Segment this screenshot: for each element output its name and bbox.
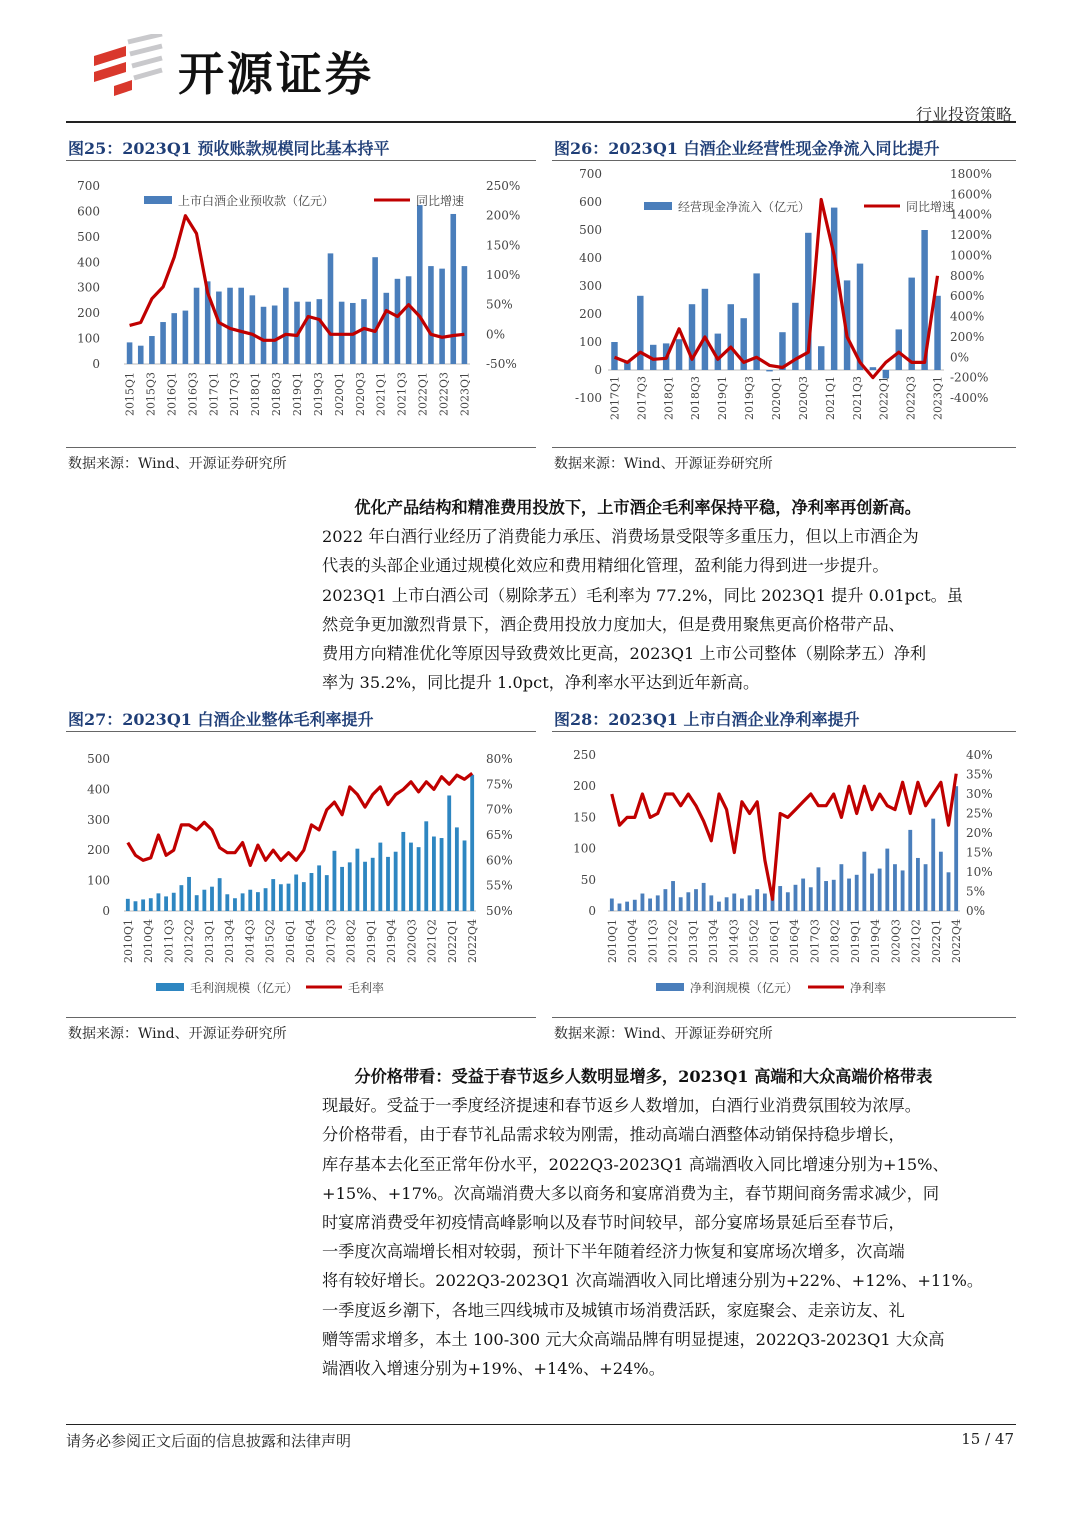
bar: [740, 899, 744, 911]
bar: [340, 867, 344, 911]
bar: [141, 899, 145, 911]
bar: [455, 827, 459, 911]
y-right-tick-label: 40%: [966, 748, 993, 762]
bar: [305, 302, 311, 364]
figure-27-title: 图27：2023Q1 白酒企业整体毛利率提升: [68, 710, 374, 729]
y-left-tick-label: 200: [573, 779, 596, 794]
bar: [317, 299, 323, 364]
x-tick-label: 2015Q1: [123, 372, 137, 417]
bar: [694, 889, 698, 911]
bar: [857, 264, 863, 370]
bar: [648, 899, 652, 911]
bar: [832, 880, 836, 911]
x-tick-label: 2019Q3: [311, 372, 325, 417]
legend-bar-label: 上市白酒企业预收款（亿元）: [178, 194, 335, 208]
footer-rule: [66, 1424, 1016, 1425]
x-tick-label: 2019Q1: [364, 919, 378, 964]
bar: [702, 289, 708, 370]
x-tick-label: 2016Q1: [767, 919, 781, 964]
y-right-tick-label: 30%: [966, 787, 993, 801]
x-tick-label: 2022Q3: [437, 372, 451, 417]
bar: [870, 874, 874, 911]
header-rule: [66, 121, 1016, 123]
x-tick-label: 2014Q3: [727, 919, 741, 964]
x-tick-label: 2012Q2: [666, 919, 680, 964]
legend-bar-swatch: [656, 983, 684, 991]
bar: [406, 276, 412, 364]
figure-28-chart: [552, 735, 1018, 1015]
y-left-tick-label: 0: [102, 904, 110, 918]
bar: [264, 888, 268, 911]
bar: [939, 852, 943, 911]
y-left-tick-label: 600: [77, 204, 100, 219]
bar: [325, 875, 329, 911]
x-tick-label: 2016Q4: [304, 919, 318, 964]
bar: [637, 296, 643, 370]
bar: [947, 872, 951, 911]
figure-28-source: 数据来源：Wind、开源证券研究所: [554, 1026, 773, 1042]
page-number: 15 / 47: [961, 1430, 1014, 1448]
y-right-tick-label: 75%: [486, 777, 513, 792]
bar: [428, 266, 434, 364]
logo-mark: [92, 34, 164, 96]
bar: [753, 273, 759, 370]
line-series: [128, 773, 472, 865]
bar: [847, 879, 851, 911]
x-tick-label: 2019Q3: [743, 376, 757, 421]
x-tick-label: 2013Q4: [223, 919, 237, 964]
x-tick-label: 2016Q4: [788, 919, 802, 964]
y-right-tick-label: 70%: [486, 802, 513, 817]
x-tick-label: 2023Q1: [458, 372, 472, 417]
bar: [717, 902, 721, 911]
y-right-tick-label: 80%: [486, 752, 513, 766]
legend-line-label: 毛利率: [348, 981, 385, 995]
x-tick-label: 2022Q4: [950, 919, 964, 964]
bar: [432, 837, 436, 911]
footer-disclaimer: 请务必参阅正文后面的信息披露和法律声明: [66, 1432, 352, 1450]
x-tick-label: 2021Q2: [909, 919, 923, 964]
bar: [728, 304, 734, 370]
y-right-tick-label: 20%: [966, 826, 993, 840]
bar: [126, 899, 130, 911]
x-tick-label: 2013Q1: [686, 919, 700, 964]
y-left-tick-label: 200: [87, 843, 110, 858]
y-right-tick-label: 55%: [486, 878, 513, 893]
line-series: [612, 774, 956, 900]
y-left-tick-label: 400: [579, 251, 602, 265]
bar: [164, 896, 168, 911]
bar: [611, 342, 617, 370]
y-right-tick-label: -400%: [950, 391, 989, 405]
x-tick-label: 2018Q1: [249, 372, 263, 417]
bar: [831, 208, 837, 370]
bar: [179, 885, 183, 911]
x-tick-label: 2021Q2: [425, 919, 439, 964]
x-tick-label: 2011Q3: [162, 919, 176, 964]
y-left-tick-label: -100: [575, 391, 602, 405]
bar: [210, 887, 214, 911]
bar: [855, 875, 859, 911]
bar: [702, 883, 706, 911]
x-tick-label: 2015Q2: [263, 919, 277, 964]
y-right-tick-label: 15%: [966, 845, 993, 860]
x-tick-label: 2018Q3: [689, 376, 703, 421]
legend-bar-label: 净利润规模（亿元）: [690, 981, 799, 995]
y-left-tick-label: 0: [594, 363, 602, 377]
bar: [633, 900, 637, 911]
x-tick-label: 2017Q3: [228, 372, 242, 417]
bar: [748, 895, 752, 911]
x-tick-label: 2016Q1: [283, 919, 297, 964]
x-tick-label: 2013Q4: [707, 919, 721, 964]
y-left-tick-label: 500: [579, 223, 602, 237]
x-tick-label: 2018Q2: [828, 919, 842, 964]
bar: [818, 346, 824, 370]
x-tick-label: 2017Q3: [808, 919, 822, 964]
y-left-tick-label: 100: [573, 841, 596, 856]
bar: [363, 862, 367, 911]
figure-27-source: 数据来源：Wind、开源证券研究所: [68, 1026, 287, 1042]
figure-26-source: 数据来源：Wind、开源证券研究所: [554, 456, 773, 472]
bar: [386, 857, 390, 911]
bar: [625, 902, 629, 911]
bar: [279, 884, 283, 911]
bar: [328, 253, 334, 364]
bar: [896, 329, 902, 370]
section-label: 行业投资策略: [915, 105, 1012, 124]
x-tick-label: 2019Q4: [869, 919, 883, 964]
x-tick-label: 2018Q2: [344, 919, 358, 964]
figure-26-chart: [552, 164, 1018, 446]
y-left-tick-label: 100: [87, 873, 110, 888]
y-left-tick-label: 50: [580, 872, 596, 887]
bar: [302, 882, 306, 911]
y-left-tick-label: 700: [77, 179, 100, 193]
bar: [686, 892, 690, 911]
y-right-tick-label: 35%: [966, 767, 993, 782]
y-left-tick-label: 0: [92, 357, 100, 371]
x-tick-label: 2017Q3: [324, 919, 338, 964]
bar: [870, 367, 876, 370]
y-right-tick-label: 25%: [966, 806, 993, 821]
bar: [417, 205, 423, 364]
bar: [138, 346, 144, 364]
x-tick-label: 2017Q1: [608, 376, 622, 421]
bar: [824, 881, 828, 911]
bar: [127, 342, 133, 364]
y-right-tick-label: 200%: [486, 208, 521, 223]
bar: [766, 370, 772, 371]
bar: [794, 885, 798, 911]
bar: [725, 897, 729, 911]
x-tick-label: 2015Q3: [144, 372, 158, 417]
bar: [378, 843, 382, 911]
x-tick-label: 2010Q4: [626, 919, 640, 964]
bar: [310, 873, 314, 911]
x-tick-label: 2015Q2: [747, 919, 761, 964]
bar: [225, 894, 229, 911]
bar: [160, 322, 166, 364]
x-tick-label: 2011Q3: [646, 919, 660, 964]
bar: [809, 887, 813, 911]
bar: [755, 889, 759, 911]
bar: [924, 864, 928, 911]
bar: [202, 890, 206, 911]
x-tick-label: 2021Q1: [823, 376, 837, 421]
legend-bar-label: 经营现金净流入（亿元）: [678, 200, 811, 214]
y-left-tick-label: 100: [579, 335, 602, 349]
y-right-tick-label: 65%: [486, 828, 513, 842]
figure-26-title: 图26：2023Q1 白酒企业经营性现金净流入同比提升: [554, 139, 940, 158]
bar: [916, 858, 920, 911]
bar: [885, 849, 889, 911]
bar: [272, 306, 278, 364]
bar: [195, 895, 199, 911]
y-right-tick-label: 50%: [486, 297, 513, 312]
bar: [394, 852, 398, 911]
x-tick-label: 2019Q1: [291, 372, 304, 417]
bar: [908, 278, 914, 370]
bar: [194, 288, 200, 364]
bar: [801, 879, 805, 911]
y-left-tick-label: 500: [87, 752, 110, 766]
bar: [241, 893, 245, 911]
y-left-tick-label: 100: [77, 331, 100, 346]
bar: [715, 334, 721, 370]
y-right-tick-label: 400%: [950, 309, 985, 324]
legend-line-label: 净利率: [850, 981, 887, 995]
y-right-tick-label: 60%: [486, 853, 513, 868]
legend-line-label: 同比增速: [416, 194, 465, 208]
bar: [171, 313, 177, 364]
bar: [439, 269, 445, 364]
x-tick-label: 2019Q1: [716, 376, 730, 421]
x-tick-label: 2020Q1: [332, 372, 346, 417]
x-tick-label: 2020Q3: [796, 376, 810, 421]
brand-name: 开源证券: [178, 47, 374, 101]
y-right-tick-label: 0%: [966, 904, 986, 918]
x-tick-label: 2023Q1: [931, 376, 945, 421]
x-tick-label: 2020Q1: [770, 376, 783, 421]
x-tick-label: 2016Q3: [186, 372, 200, 417]
bar: [786, 892, 790, 911]
bar: [283, 288, 289, 364]
bar: [172, 893, 176, 911]
x-tick-label: 2019Q1: [848, 919, 862, 964]
x-tick-label: 2020Q3: [405, 919, 419, 964]
bar: [134, 901, 138, 911]
bar: [238, 288, 244, 364]
bar: [732, 894, 736, 911]
bar: [395, 279, 401, 364]
bar: [183, 311, 189, 364]
y-right-tick-label: 1000%: [950, 248, 992, 263]
y-left-tick-label: 600: [579, 195, 602, 209]
y-right-tick-label: 200%: [950, 329, 985, 344]
y-right-tick-label: 150%: [486, 238, 521, 253]
y-right-tick-label: 0%: [486, 327, 506, 342]
bar: [440, 838, 444, 911]
x-tick-label: 2017Q3: [635, 376, 649, 421]
x-tick-label: 2010Q1: [605, 919, 619, 964]
x-tick-label: 2022Q1: [416, 372, 430, 417]
y-right-tick-label: 0%: [950, 350, 970, 365]
x-tick-label: 2016Q1: [165, 372, 179, 417]
bar: [641, 894, 645, 911]
y-left-tick-label: 200: [77, 306, 100, 321]
y-left-tick-label: 300: [87, 812, 110, 827]
y-right-tick-label: 1600%: [950, 187, 992, 202]
bar: [610, 899, 614, 911]
bar: [361, 299, 367, 364]
bar: [371, 858, 375, 911]
bar: [679, 897, 683, 911]
bar: [839, 864, 843, 911]
y-right-tick-label: 800%: [950, 268, 985, 283]
y-left-tick-label: 150: [573, 810, 596, 825]
y-left-tick-label: 500: [77, 229, 100, 244]
x-tick-label: 2018Q3: [270, 372, 284, 417]
y-right-tick-label: 1400%: [950, 207, 992, 222]
bar: [934, 296, 940, 370]
bar: [901, 870, 905, 911]
bar: [348, 862, 352, 911]
bar: [954, 786, 958, 911]
bar: [618, 904, 622, 911]
y-left-tick-label: 400: [87, 782, 110, 797]
bar: [187, 877, 191, 911]
bar: [261, 307, 267, 364]
y-right-tick-label: 250%: [486, 179, 521, 193]
x-tick-label: 2017Q1: [207, 372, 221, 417]
y-right-tick-label: 100%: [486, 268, 521, 282]
bar: [218, 878, 222, 911]
bar: [424, 821, 428, 911]
y-right-tick-label: -50%: [486, 357, 517, 371]
x-tick-label: 2010Q4: [142, 919, 156, 964]
bar: [878, 869, 882, 911]
bar: [294, 875, 298, 911]
x-tick-label: 2022Q4: [466, 919, 480, 964]
bar: [470, 775, 474, 911]
x-tick-label: 2020Q3: [889, 919, 903, 964]
legend-bar-swatch: [144, 196, 172, 204]
paragraph-lead: 优化产品结构和精准费用投放下，上市酒企毛利率保持平稳，净利率再创新高。: [354, 498, 921, 517]
y-right-tick-label: 5%: [966, 884, 986, 899]
figure-28-title: 图28：2023Q1 上市白酒企业净利率提升: [554, 710, 860, 729]
x-tick-label: 2021Q1: [374, 372, 388, 417]
x-tick-label: 2013Q1: [202, 919, 216, 964]
bar: [663, 889, 667, 911]
y-left-tick-label: 200: [579, 307, 602, 321]
x-tick-label: 2018Q1: [662, 376, 676, 421]
bar: [401, 832, 405, 911]
y-right-tick-label: 1200%: [950, 228, 992, 243]
bar: [256, 892, 260, 911]
bar: [384, 293, 390, 364]
bar: [817, 867, 821, 911]
y-left-tick-label: 700: [579, 167, 602, 181]
bar: [463, 840, 467, 911]
y-left-tick-label: 300: [579, 279, 602, 293]
bar: [676, 339, 682, 370]
legend-line-label: 同比增速: [906, 200, 955, 214]
y-right-tick-label: -200%: [950, 370, 989, 385]
paragraph-margins: 优化产品结构和精准费用投放下，上市酒企毛利率保持平稳，净利率再创新高。 2022 年白酒行业经历了消费能力承压、消费场景受限等多重压力，但以上市酒企为 代表的头部企业通过规模化效应和费用精细化管理，盈利能力得到进一步提升。 2023Q1 上市白酒公司（剔除茅五）毛利率为 77.2%，同比 2023Q1 提升 0.01pct。虽 然竞争更加激烈背景下，酒企费用投放力度加大，但是费用聚焦更高价格带产品、 费用方向精准优化等原因导致费效比更高，2023Q1 上市公司整体（剔除茅五）净利 率为 35.2%，同比提升 1.0pct，净利率水平达到近年新高。: [322, 493, 1014, 697]
bar: [862, 852, 866, 911]
bar: [671, 881, 675, 911]
y-right-tick-label: 50%: [486, 904, 513, 918]
bar: [908, 830, 912, 911]
x-tick-label: 2010Q1: [121, 919, 135, 964]
bar: [157, 893, 161, 911]
bar: [778, 886, 782, 911]
bar: [409, 843, 413, 911]
bar: [317, 865, 321, 911]
legend-bar-label: 毛利润规模（亿元）: [190, 981, 299, 995]
bar: [233, 898, 237, 911]
x-tick-label: 2022Q3: [904, 376, 918, 421]
y-left-tick-label: 0: [588, 904, 596, 918]
x-tick-label: 2022Q1: [929, 919, 943, 964]
y-left-tick-label: 250: [573, 748, 596, 762]
y-right-tick-label: 600%: [950, 289, 985, 304]
bar: [447, 795, 451, 911]
x-tick-label: 2021Q3: [850, 376, 864, 421]
y-right-tick-label: 10%: [966, 865, 993, 879]
y-left-tick-label: 400: [77, 255, 100, 270]
bar: [248, 890, 252, 911]
bar: [250, 295, 256, 364]
legend-bar-swatch: [156, 983, 184, 991]
x-tick-label: 2021Q3: [395, 372, 409, 417]
x-tick-label: 2014Q3: [243, 919, 257, 964]
x-tick-label: 2019Q4: [385, 919, 399, 964]
figure-25-source: 数据来源：Wind、开源证券研究所: [68, 456, 287, 472]
bar: [271, 879, 275, 911]
bar: [931, 819, 935, 911]
bar: [355, 849, 359, 911]
legend-bar-swatch: [644, 202, 672, 210]
bar: [216, 292, 222, 364]
figure-25-chart: [66, 164, 540, 446]
bar: [149, 898, 153, 911]
paragraph-price-bands: 分价格带看：受益于春节返乡人数明显增多，2023Q1 高端和大众高端价格带表 现最好。受益于一季度经济提速和春节返乡人数增加，白酒行业消费氛围较为浓厚。 分价格带看，由于春节礼品需求较为刚需，推动高端白酒整体动销保持稳步增长， 库存基本去化至正常年份水平，2022Q3-2023Q1 高端酒收入同比增速分别为+15%、 +15%、+17%。次高端消费大多以商务和宴席消费为主，春节期间商务需求减少，同 时宴席消费受年初疫情高峰影响以及春节时间较早，部分宴席场景延后至春节后， 一季度次高端增长相对较弱，预计下半年随着经济力恢复和宴席场次增多，次高端 将有较好增长。2022Q3-2023Q1 次高端酒收入同比增速分别为+22%、+12%、+11%。 一季度返乡潮下，各地三四线城市及城镇市场消费活跃，家庭聚会、走亲访友、礼 赠等需求增多，本土 100-300 元大众高端品牌有明显提速，2022Q3-2023Q1 大众高 端酒收入增速分别为+19%、+14%、+24%。: [322, 1062, 1014, 1383]
bar: [893, 864, 897, 911]
x-tick-label: 2022Q1: [445, 919, 459, 964]
bar: [372, 257, 378, 364]
bar: [149, 336, 155, 364]
bar: [287, 884, 291, 911]
figure-25-title: 图25：2023Q1 预收账款规模同比基本持平: [68, 139, 390, 158]
bar: [417, 847, 421, 911]
y-right-tick-label: 1800%: [950, 167, 992, 181]
x-tick-label: 2020Q3: [353, 372, 367, 417]
figure-27-chart: [66, 735, 540, 1015]
bar: [656, 895, 660, 911]
y-left-tick-label: 300: [77, 280, 100, 295]
bar: [333, 851, 337, 911]
x-tick-label: 2022Q1: [877, 376, 891, 421]
bar: [462, 266, 468, 364]
paragraph-lead: 分价格带看：受益于春节返乡人数明显增多，2023Q1 高端和大众高端价格带表: [354, 1067, 933, 1086]
bar: [450, 214, 456, 364]
x-tick-label: 2012Q2: [182, 919, 196, 964]
bar: [763, 894, 767, 911]
bar: [709, 895, 713, 911]
